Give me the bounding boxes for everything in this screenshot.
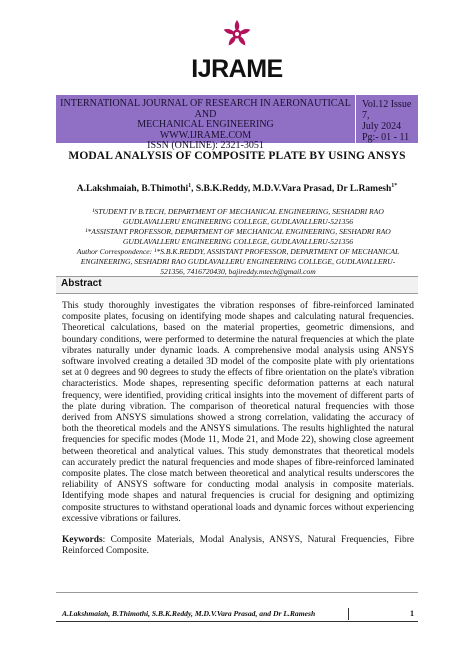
author-name: , S.B.K.Reddy, M.D.V.Vara Prasad, Dr L.Ramesh: [191, 184, 392, 195]
abstract-heading: Abstract: [61, 278, 102, 289]
affiliation-line: 521356, 7416720430, bajireddy.mtech@gmail.com: [160, 267, 316, 276]
affiliation-line: GUDLAVALLERU ENGINEERING COLLEGE, GUDLAVALLERU-521356: [122, 237, 354, 246]
journal-name-line2: MECHANICAL ENGINEERING: [137, 119, 274, 130]
footer-authors: A.Lakshmaiah, B.Thimothi, S.B.K.Reddy, M.D.V.Vara Prasad, and Dr L.Ramesh: [62, 609, 316, 618]
affiliation-line: ENGINEERING, SESHADRI RAO GUDLAVALLERU ENGINEERING COLLEGE, GUDLAVALLERU-: [80, 257, 396, 266]
abstract-body: This study thoroughly investigates the vibration responses of fibre-reinforced laminated composite plates, focusing on identifying mode shapes and calculating natural frequencies. Theoretical calculations, based on the material properties, geometric dimensions, and boundary conditions, were performed to determine the natural frequencies at which the plate vibrates naturally under dynamic loads. A comprehensive modal analysis using ANSYS software involved creating a detailed 3D model of the composite plate with ply orientations set at 0 degrees and 90 degrees to study the effects of fibre orientation on the plate's vibration characteristics. Mode shapes, representing specific deformation patterns at each natural frequency, were identified, providing critical insights into the movement of different parts of the plate during vibration. The comparison of theoretical natural frequencies with those derived from ANSYS simulations showed a strong correlation, validating the accuracy of both the theoretical models and the ANSYS simulations. The results highlighted the natural frequencies for specific modes (Mode 11, Mode 21, and Mode 22), showing close agreement between theoretical and analytical values. This study demonstrates that theoretical models can accurately predict the natural frequencies and mode shapes of fibre-reinforced laminated composite plates. The close match between theoretical and analytical results underscores the reliability of ANSYS software for conducting modal analysis in composite materials. Identifying mode shapes and natural frequencies is crucial for designing and optimizing composite structures to withstand operational loads and dynamic forces without experiencing excessive vibrations or failures.: [62, 301, 414, 524]
journal-banner: [56, 95, 418, 151]
affiliation-line: GUDLAVALLERU ENGINEERING COLLEGE, GUDLAVALLERU-521356: [122, 217, 354, 226]
affiliations: [58, 207, 418, 277]
affiliation-line: ¹STUDENT IV B.TECH, DEPARTMENT OF MECHANICAL ENGINEERING, SESHADRI RAO: [92, 207, 384, 216]
author-name: B.Thimothi: [141, 184, 189, 195]
affiliation-line: Author Correspondence: ¹*S.B.K.REDDY, ASSISTANT PROFESSOR, DEPARTMENT OF MECHANICAL: [76, 247, 400, 256]
author-name: A.Lakshmaiah,: [76, 184, 140, 195]
author-superscript: 1: [188, 183, 192, 189]
page-footer: [56, 609, 418, 622]
abstract-heading-bar: [56, 276, 418, 294]
journal-website: WWW.IJRAME.COM: [159, 129, 252, 141]
journal-info: [56, 95, 356, 151]
keywords-list: : Composite Materials, Modal Analysis, ANSYS, Natural Frequencies, Fibre Reinforced Composite.: [62, 535, 414, 557]
footer-separator: [348, 608, 349, 620]
keywords: [62, 535, 414, 557]
volume-issue: Vol.12 Issue 7,: [362, 99, 412, 121]
paper-title: MODAL ANALYSIS OF COMPOSITE PLATE BY USING ANSYS: [68, 150, 406, 162]
author-list: [0, 183, 474, 194]
issue-date: July 2024: [362, 121, 402, 132]
journal-issn: ISSN (ONLINE): 2321-3051: [147, 140, 264, 151]
footer-divider: [56, 592, 418, 593]
keywords-label: Keywords: [62, 535, 103, 545]
author-superscript: 1*: [391, 183, 398, 189]
journal-logo: [190, 18, 284, 86]
journal-name-line1: INTERNATIONAL JOURNAL OF RESEARCH IN AERONAUTICAL AND: [60, 98, 351, 120]
affiliation-line: ¹*ASSISTANT PROFESSOR, DEPARTMENT OF MECHANICAL ENGINEERING, SESHADRI RAO: [85, 227, 391, 236]
issue-info: [356, 95, 418, 143]
page-range: Pg:- 01 - 11: [362, 132, 410, 143]
page-number: 1: [410, 609, 414, 618]
gear-icon: [221, 18, 253, 50]
logo-text: IJRAME: [191, 55, 283, 83]
